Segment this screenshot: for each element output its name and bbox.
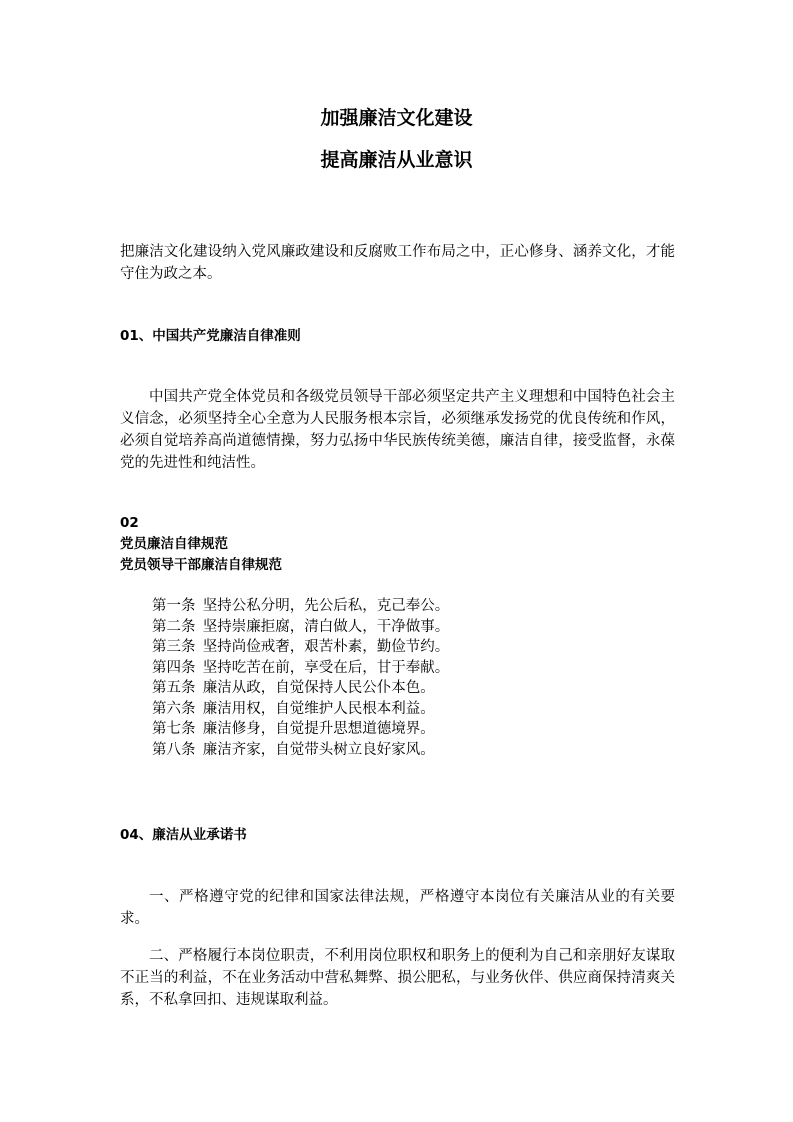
rule-text: 廉洁齐家，自觉带头树立良好家风。 [202,741,435,758]
section-2-heading-b: 党员领导干部廉洁自律规范 [120,557,282,573]
document-title-line-1: 加强廉洁文化建设 [320,107,473,129]
rule-item [152,678,449,699]
rule-text: 廉洁从政，自觉保持人民公仆本色。 [202,680,435,696]
intro-paragraph: 把廉洁文化建设纳入党风廉政建设和反腐败工作布局之中，正心修身、涵养文化，才能守住为政之本。 [120,244,675,282]
rule-text: 廉洁修身，自觉提升思想道德境界。 [202,721,435,737]
section-2-heading-a: 党员廉洁自律规范 [120,536,228,552]
section-4-heading: 04、廉洁从业承诺书 [120,827,247,843]
rule-text: 坚持吃苦在前，享受在后，甘于奉献。 [202,659,450,676]
section-1-heading: 01、中国共产党廉洁自律准则 [120,328,301,344]
rule-item [152,740,449,761]
section-2-number: 02 [120,515,139,531]
rule-number: 第二条 [152,618,196,635]
rules-list [152,596,449,760]
rule-text: 廉洁用权，自觉维护人民根本利益。 [202,700,435,717]
rule-item [152,617,449,638]
rule-number: 第一条 [152,598,196,614]
rule-number: 第四条 [152,659,196,676]
rule-number: 第七条 [152,721,196,737]
rule-item [152,719,449,740]
rule-number: 第五条 [152,680,196,696]
pledge-item-2: 二、严格履行本岗位职责，不利用岗位职权和职务上的便利为自己和亲朋好友谋取不正当的利益，不在业务活动中营私舞弊、损公肥私，与业务伙伴、供应商保持清爽关系，不私拿回扣、违规谋取利益。 [120,948,675,1008]
rule-text: 坚持崇廉拒腐，清白做人，干净做事。 [202,618,450,635]
rule-number: 第六条 [152,700,196,717]
section-1-body: 中国共产党全体党员和各级党员领导干部必须坚定共产主义理想和中国特色社会主义信念，必须坚持全心全意为人民服务根本宗旨，必须继承发扬党的优良传统和作风，必须自觉培养高尚道德情操，努力弘扬中华民族传统美德，廉洁自律，接受监督，永葆党的先进性和纯洁性。 [120,389,675,471]
rule-number: 第三条 [152,639,196,655]
rule-text: 坚持尚俭戒奢，艰苦朴素，勤俭节约。 [202,639,450,655]
rule-item [152,637,449,658]
pledge-item-1: 一、严格遵守党的纪律和国家法律法规，严格遵守本岗位有关廉洁从业的有关要求。 [120,889,675,927]
rule-item [152,658,449,679]
rule-item [152,596,449,617]
rule-text: 坚持公私分明，先公后私，克己奉公。 [202,598,450,614]
document-title-line-2: 提高廉洁从业意识 [320,149,473,171]
rule-item [152,699,449,720]
rule-number: 第八条 [152,741,196,758]
